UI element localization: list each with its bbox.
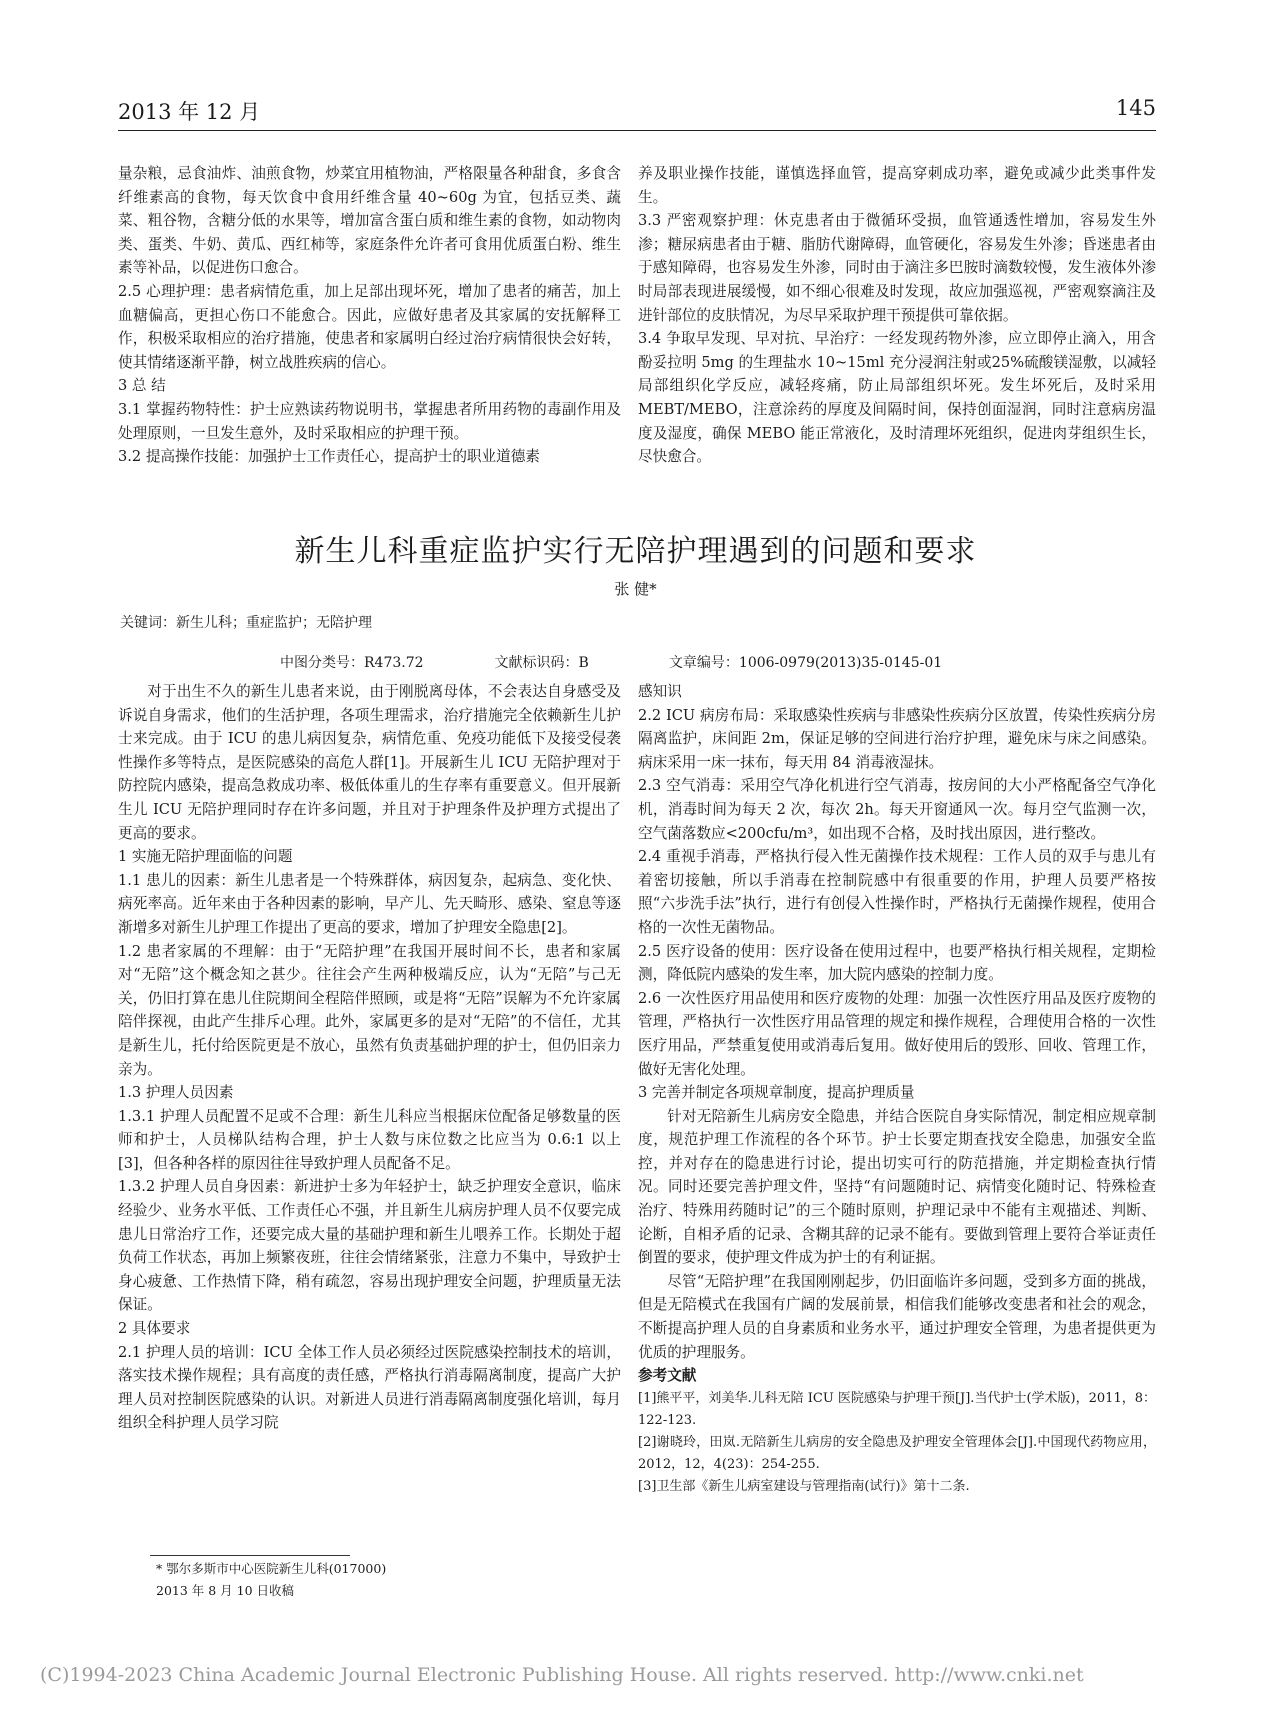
- received-date: 2013 年 8 月 10 日收稿: [156, 1583, 295, 1598]
- paragraph: 2.6 一次性医疗用品使用和医疗废物的处理：加强一次性医疗用品及医疗废物的管理，严格执行一次性医疗用品管理的规定和操作规程，合理使用合格的一次性医疗用品，严禁重复使用或消毒后复用。做好使用后的毁形、回收、管理工作，做好无害化处理。: [638, 989, 1156, 1078]
- paragraph: 3.2 提高操作技能：加强护士工作责任心，提高护士的职业道德素: [118, 448, 540, 466]
- paragraph: 2.5 医疗设备的使用：医疗设备在使用过程中，也要严格执行相关规程，定期检测，降低院内感染的发生率，加大院内感染的控制力度。: [638, 942, 1156, 984]
- paragraph: 尽管“无陪护理”在我国刚刚起步，仍旧面临许多问题，受到多方面的挑战，但是无陪模式在我国有广阔的发展前景，相信我们能够改变患者和社会的观念，不断提高护理人员的自身素质和业务水平，通过护理安全管理，为患者提供更为优质的护理服务。: [638, 1272, 1156, 1361]
- paragraph: 1.3.2 护理人员自身因素：新进护士多为年轻护士，缺乏护理安全意识，临床经验少、业务水平低、工作责任心不强，并且新生儿病房护理人员不仅要完成患儿日常治疗工作，还要完成大量的基础护理和新生儿喂养工作。长期处于超负荷工作状态，再加上频繁夜班，往往会情绪紧张，注意力不集中，导致护士身心疲惫、工作热情下降，稍有疏忽，容易出现护理安全问题，护理质量无法保证。: [118, 1178, 621, 1314]
- paragraph: 2.3 空气消毒：采用空气净化机进行空气消毒，按房间的大小严格配备空气净化机，消毒时间为每天 2 次，每次 2h。每天开窗通风一次。每月空气监测一次，空气菌落数应<200cfu/m³，如出现不合格，及时找出原因，进行整改。: [638, 777, 1156, 842]
- references-heading: 参考文献: [638, 1367, 697, 1385]
- paragraph: 1.3.1 护理人员配置不足或不合理：新生儿科应当根据床位配备足够数量的医师和护士，人员梯队结构合理，护士人数与床位数之比应当为 0.6:1 以上[3]，但各种各样的原因往往导致护理人员配备不足。: [118, 1107, 621, 1172]
- reference-item: [2]谢晓玲，田岚.无陪新生儿病房的安全隐患及护理安全管理体会[J].中国现代药物应用，2012，12，4(23)：254-255.: [638, 1434, 1156, 1472]
- page-number: 145: [1115, 96, 1156, 120]
- paragraph: 2.2 ICU 病房布局：采取感染性疾病与非感染性疾病分区放置，传染性疾病分房隔离监护，床间距 2m，保证足够的空间进行治疗护理，避免床与床之间感染。病床采用一床一抹布，每天用 84 消毒液湿抹。: [638, 706, 1156, 771]
- reference-list: [638, 1388, 1156, 1498]
- paragraph: 感知识: [638, 683, 682, 700]
- reference-item: [3]卫生部《新生儿病室建设与管理指南(试行)》第十二条.: [638, 1478, 970, 1494]
- footnote: [156, 1558, 386, 1602]
- paragraph: 2.5 心理护理：患者病情危重，加上足部出现坏死，增加了患者的痛苦，加上血糖偏高，更担心伤口不能愈合。因此，应做好患者及其家属的安抚解释工作，积极采取相应的治疗措施，使患者和家属明白经过治疗病情很快会好转，使其情绪逐渐平静，树立战胜疾病的信心。: [118, 282, 621, 371]
- paragraph: 3.1 掌握药物特性：护士应熟读药物说明书，掌握患者所用药物的毒副作用及处理原则，一旦发生意外，及时采取相应的护理干预。: [118, 400, 621, 442]
- paragraph: 2.1 护理人员的培训：ICU 全体工作人员必须经过医院感染控制技术的培训，落实技术操作规程；具有高度的责任感，严格执行消毒隔离制度，提高广大护理人员对控制医院感染的认识。对新进人员进行消毒隔离制度强化培训，每月组织全科护理人员学习院: [118, 1343, 621, 1432]
- paragraph: 量杂粮，忌食油炸、油煎食物，炒菜宜用植物油，严格限量各种甜食，多食含纤维素高的食物，每天饮食中食用纤维含量 40~60g 为宜，包括豆类、蔬菜、粗谷物，含糖分低的水果等，增加富含蛋白质和维生素的食物，如动物肉类、蛋类、牛奶、黄瓜、西红柿等，家庭条件允许者可食用优质蛋白粉、维生素等补品，以促进伤口愈合。: [118, 165, 621, 277]
- paragraph: 3.3 严密观察护理：休克患者由于微循环受损，血管通透性增加，容易发生外渗；糖尿病患者由于糖、脂肪代谢障碍，血管硬化，容易发生外渗；昏迷患者由于感知障碍，也容易发生外渗，同时由于滴注多巴胺时滴数较慢，发生液体外渗时局部表现进展缓慢，如不细心很难及时发现，故应加强巡视，严密观察滴注及进针部位的皮肤情况，为尽早采取护理干预提供可靠依据。: [638, 212, 1156, 324]
- article-right-column: [638, 680, 1156, 1498]
- paragraph: 1.2 患者家属的不理解：由于“无陪护理”在我国开展时间不长，患者和家属对“无陪”这个概念知之甚少。往往会产生两种极端反应，认为“无陪”与己无关，仍旧打算在患儿住院期间全程陪伴照顾，或是将“无陪”误解为不允许家属陪伴探视，由此产生排斥心理。此外，家属更多的是对“无陪”的不信任，尤其是新生儿，托付给医院更是不放心，虽然有负责基础护理的护士，但仍旧亲力亲为。: [118, 942, 621, 1078]
- section-heading: 1 实施无陪护理面临的问题: [118, 848, 293, 866]
- section-heading: 2 具体要求: [118, 1320, 191, 1338]
- paragraph: 2.4 重视手消毒，严格执行侵入性无菌操作技术规程：工作人员的双手与患儿有着密切接触，所以手消毒在控制院感中有很重要的作用，护理人员要严格按照“六步洗手法”执行，进行有创侵入性操作时，严格执行无菌操作规程，使用合格的一次性无菌物品。: [638, 848, 1156, 936]
- header-rule: [118, 130, 1156, 131]
- section-heading: 3 完善并制定各项规章制度，提高护理质量: [638, 1084, 915, 1102]
- prev-article-right-column: [638, 162, 1156, 469]
- prev-article-left-column: [118, 162, 621, 469]
- article-author: 张 健*: [614, 580, 657, 598]
- keywords: 关键词：新生儿科；重症监护；无陪护理: [120, 615, 372, 631]
- copyright-watermark: (C)1994-2023 China Academic Journal Electronic Publishing House. All rights reserved. http://www.cnki.net: [40, 1664, 1084, 1686]
- article-number: 文章编号：1006-0979(2013)35-0145-01: [668, 655, 943, 671]
- issue-date: 2013 年 12 月: [118, 100, 261, 124]
- classification-number: 中图分类号：R473.72: [280, 655, 424, 671]
- article-title: 新生儿科重症监护实行无陪护理遇到的问题和要求: [294, 534, 977, 569]
- section-heading: 1.3 护理人员因素: [118, 1084, 234, 1102]
- footnote-rule: [150, 1555, 350, 1556]
- document-code: 文献标识码：B: [494, 655, 589, 671]
- section-heading: 3 总 结: [118, 377, 166, 395]
- paragraph: 1.1 患儿的因素：新生儿患者是一个特殊群体，病因复杂，起病急、变化快、病死率高。近年来由于各种因素的影响，早产儿、先天畸形、感染、窒息等逐渐增多对新生儿护理工作提出了更高的要求，增加了护理安全隐患[2]。: [118, 871, 621, 936]
- paragraph: 针对无陪新生儿病房安全隐患，并结合医院自身实际情况，制定相应规章制度，规范护理工作流程的各个环节。护士长要定期查找安全隐患，加强安全监控，并对存在的隐患进行讨论，提出切实可行的防范措施，并定期检查执行情况。同时还要完善护理文件，坚持“有问题随时记、病情变化随时记、特殊检查治疗、特殊用药随时记”的三个随时原则，护理记录中不能有主观描述、判断、论断，自相矛盾的记录、含糊其辞的记录不能有。要做到管理上要符合举证责任倒置的要求，使护理文件成为护士的有利证据。: [638, 1107, 1156, 1267]
- classification-line: [280, 652, 1100, 672]
- paragraph: 对于出生不久的新生儿患者来说，由于刚脱离母体，不会表达自身感受及诉说自身需求，他们的生活护理，各项生理需求，治疗措施完全依赖新生儿护士来完成。由于 ICU 的患儿病因复杂，病情危重、免疫功能低下及接受侵袭性操作多等特点，是医院感染的高危人群[1]。开展新生儿 ICU 无陪护理对于防控院内感染，提高急救成功率、极低体重儿的生存率有重要意义。但开展新生儿 ICU 无陪护理同时存在许多问题，并且对于护理条件及护理方式提出了更高的要求。: [118, 683, 621, 842]
- running-header: [118, 96, 1156, 130]
- author-affiliation: * 鄂尔多斯市中心医院新生儿科(017000): [156, 1561, 387, 1576]
- reference-item: [1]熊平平，刘美华.儿科无陪 ICU 医院感染与护理干预[J].当代护士(学术版)，2011，8：122-123.: [638, 1390, 1156, 1428]
- paragraph: 3.4 争取早发现、早对抗、早治疗：一经发现药物外渗，应立即停止滴入，用含酚妥拉明 5mg 的生理盐水 10~15ml 充分浸润注射或25%硫酸镁湿敷，以减轻局部组织化学反应，减轻疼痛，防止局部组织坏死。发生坏死后，及时采用 MEBT/MEBO，注意涂药的厚度及间隔时间，保持创面湿润，同时注意病房温度及湿度，确保 MEBO 能正常液化，及时清理坏死组织，促进肉芽组织生长，尽快愈合。: [638, 330, 1156, 466]
- paragraph: 养及职业操作技能，谨慎选择血管，提高穿刺成功率，避免或减少此类事件发生。: [638, 165, 1156, 206]
- article-left-column: [118, 680, 621, 1435]
